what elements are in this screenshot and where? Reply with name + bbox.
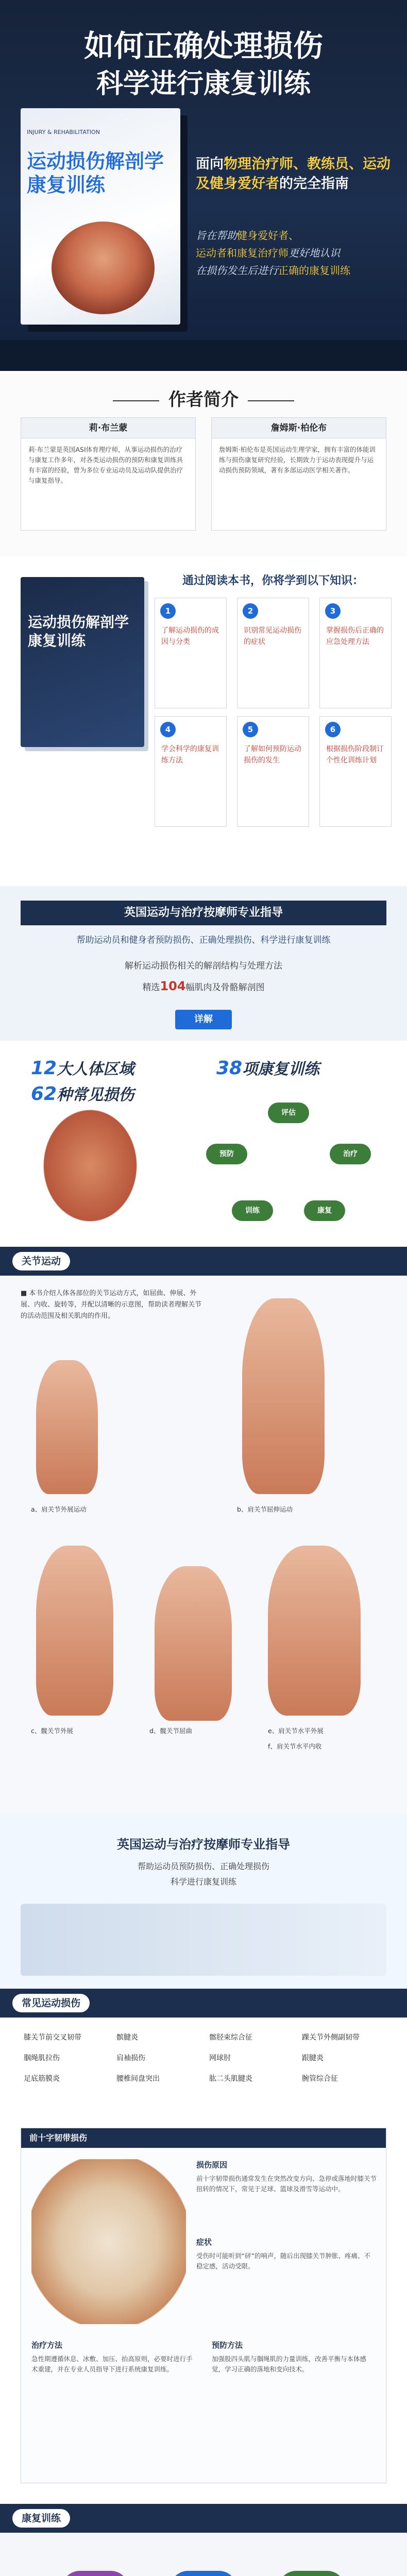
injury-detail-panel	[21, 2128, 386, 2483]
injuries-heading-bar	[0, 1989, 407, 2018]
feature-book-title: 运动损伤解剖学 康复训练	[28, 614, 129, 649]
feature-text: 了解如何预防运动损伤的发生	[244, 745, 301, 765]
cycle-node: 治疗	[330, 1144, 371, 1164]
athletes-line1: 帮助运动员预防损伤、正确处理损伤	[137, 1861, 269, 1871]
rehab-heading-bar	[0, 2504, 407, 2533]
injury-item: 腕管综合征	[302, 2075, 338, 2083]
feature-item	[237, 716, 309, 827]
movement-figure	[155, 1566, 232, 1721]
cycle-node: 评估	[268, 1103, 309, 1123]
point1-text: 旨在帮助	[196, 229, 237, 242]
author-card-left	[21, 417, 196, 531]
movement-caption: c、髋关节外展	[31, 1727, 73, 1735]
injury-treat-heading: 治疗方法	[31, 2341, 63, 2350]
pitch-plain: 面向	[196, 156, 224, 172]
rehab-heading: 康复训练	[12, 2509, 70, 2528]
rehab-tag	[278, 2571, 345, 2576]
movement-caption: e、肩关节水平外展	[268, 1727, 324, 1735]
author-left-name: 莉·布兰蒙	[21, 418, 195, 438]
book-en-title: INJURY & REHABILITATION	[27, 129, 100, 135]
feature-book-cover	[21, 577, 144, 747]
feature-number: 4	[160, 722, 176, 737]
feature-text: 识别常见运动损伤的症状	[244, 626, 301, 646]
pitch-tail: 的完全指南	[279, 176, 349, 192]
athletes-banner	[0, 1814, 407, 1989]
author-section	[0, 371, 407, 556]
athletes-line2: 科学进行康复训练	[170, 1877, 236, 1887]
features-intro: 通过阅读本书，你将学到以下知识：	[182, 574, 364, 587]
movement-caption: f、肩关节水平内收	[268, 1742, 322, 1750]
uk-line2: 精选104幅肌肉及骨骼解剖图	[142, 979, 265, 993]
uk-title: 英国运动与治疗按摩师专业指导	[21, 901, 386, 925]
anatomy-figure-icon	[52, 222, 155, 314]
injury-item: 网球肘	[209, 2054, 231, 2062]
common-injuries-section	[0, 1989, 407, 2504]
hero-title-line2: 科学进行康复训练	[96, 69, 311, 99]
detail-button[interactable]: 详解	[175, 1010, 232, 1029]
feature-number: 6	[325, 722, 341, 737]
injury-panel-title: 前十字韧带损伤	[21, 2128, 386, 2148]
feature-text: 掌握损伤后正确的应急处理方法	[326, 626, 384, 646]
movement-figure	[242, 1298, 325, 1494]
point3-hl: 正确的康复训练	[278, 264, 350, 277]
hero-points	[196, 227, 397, 279]
feature-item	[237, 598, 309, 708]
stat-injuries: 62种常见损伤	[31, 1083, 134, 1105]
injury-item: 跟腱炎	[302, 2054, 324, 2062]
uk-subtitle: 帮助运动员和健身者预防损伤、正确处理损伤、科学进行康复训练	[76, 935, 331, 945]
joint-movement-section	[0, 1247, 407, 1814]
author-heading: 作者简介	[0, 385, 407, 411]
body-figure-icon	[31, 1108, 149, 1236]
feature-text: 学会科学的康复训练方法	[161, 745, 219, 765]
cycle-node: 预防	[206, 1144, 247, 1164]
rehab-tags	[41, 2561, 366, 2576]
movement-caption: b、肩关节屈伸运动	[237, 1505, 293, 1513]
point2-hl: 运动者和康复治疗师	[196, 247, 289, 259]
injuries-heading: 常见运动损伤	[12, 1994, 90, 2012]
hero-banner	[0, 0, 407, 371]
cycle-node: 康复	[304, 1200, 345, 1221]
stat-rehab: 38项康复训练	[216, 1058, 320, 1079]
feature-text: 了解运动损伤的成因与分类	[161, 626, 219, 646]
author-right-bio: 詹姆斯·柏伦布是英国运动生理学家，拥有丰富的体能训练与损伤康复研究经验，长期致力于运动表现提升与运动损伤预防领域，著有多部运动医学相关著作。	[219, 446, 376, 474]
feature-number: 1	[160, 603, 176, 619]
movement-figure	[36, 1546, 113, 1716]
rehab-tag	[62, 2571, 129, 2576]
hero-pitch	[196, 155, 397, 194]
feature-number: 3	[325, 603, 341, 619]
feature-number: 5	[243, 722, 258, 737]
author-left-bio: 莉·布兰蒙是英国ASI体育理疗师，从事运动损伤的治疗与康复工作多年，对各类运动损伤的预防和康复训练具有丰富的经验，曾为多位专业运动员及运动队提供治疗与康复指导。	[28, 446, 183, 484]
feature-number: 2	[243, 603, 258, 619]
pitch-highlight: 物理治疗师、教练员、运动及健身爱好者	[196, 156, 391, 192]
movement-figure	[268, 1546, 361, 1716]
movement-caption: d、髋关节屈曲	[149, 1727, 192, 1735]
hero-bottom-band	[0, 340, 407, 371]
movement-figure	[36, 1360, 98, 1494]
book-cover	[21, 108, 180, 325]
athletes-title: 英国运动与治疗按摩师专业指导	[117, 1837, 290, 1852]
feature-item	[155, 716, 227, 827]
stat-parts: 12大人体区域	[31, 1058, 134, 1079]
rehab-cycle-diagram	[196, 1082, 381, 1236]
injury-item: 腘绳肌拉伤	[24, 2054, 60, 2062]
injury-symptom-heading: 症状	[196, 2238, 212, 2247]
injury-item: 肱二头肌腱炎	[209, 2075, 252, 2083]
athletes-photo	[21, 1904, 386, 1976]
movement-heading: 关节运动	[12, 1252, 70, 1270]
hero-title-line1: 如何正确处理损伤	[83, 28, 323, 63]
author-card-right	[211, 417, 386, 531]
rehab-tag	[170, 2571, 237, 2576]
injury-prevent-heading: 预防方法	[212, 2341, 243, 2350]
features-section	[0, 556, 407, 886]
injury-cause-heading: 损伤原因	[196, 2160, 228, 2170]
movement-heading-bar	[0, 1247, 407, 1276]
cycle-node: 训练	[232, 1200, 273, 1221]
injury-item: 髌腱炎	[116, 2033, 138, 2042]
injury-cause-text: 前十字韧带损伤通常发生在突然改变方向、急停或落地时膝关节扭转的情况下，常见于足球、篮球及滑雪等运动中。	[196, 2175, 377, 2193]
injury-item: 踝关节外侧副韧带	[302, 2033, 360, 2042]
feature-item	[319, 716, 392, 827]
feature-item	[155, 598, 227, 708]
book-cn-title: 运动损伤解剖学 康复训练	[27, 150, 164, 196]
uk-line1: 解析运动损伤相关的解剖结构与处理方法	[125, 961, 282, 971]
uk-guidance-band	[0, 886, 407, 1041]
feature-item	[319, 598, 392, 708]
injury-item: 足底筋膜炎	[24, 2075, 60, 2083]
injury-treat-text: 急性期遵循休息、冰敷、加压、抬高原则，必要时进行手术重建，并在专业人员指导下进行系统康复训练。	[31, 2355, 193, 2373]
injury-item: 腰椎间盘突出	[116, 2075, 160, 2083]
point1-hl: 健身爱好者、	[237, 229, 299, 242]
author-right-name: 詹姆斯·柏伦布	[212, 418, 386, 438]
injury-item: 髂胫束综合征	[209, 2033, 252, 2042]
feature-text: 根据损伤阶段制订个性化训练计划	[326, 745, 384, 765]
injury-item: 膝关节前交叉韧带	[24, 2033, 81, 2042]
knee-anatomy-icon	[31, 2159, 186, 2324]
movement-caption: a、肩关节外展运动	[31, 1505, 87, 1513]
point2-text: 更好地认识	[289, 247, 340, 259]
point3-text: 在损伤发生后进行	[196, 264, 278, 277]
movement-description: ■ 本书介绍人体各部位的关节运动方式，如屈曲、伸展、外展、内收、旋转等，并配以清晰的示意图，帮助读者理解关节的活动范围及相关肌肉的作用。	[21, 1290, 202, 1320]
rehab-section	[0, 2504, 407, 2576]
injury-symptom-text: 受伤时可能听到“砰”的响声，随后出现膝关节肿胀、疼痛、不稳定感，活动受限。	[196, 2252, 370, 2270]
injury-prevent-text: 加强股四头肌与腘绳肌的力量训练，改善平衡与本体感觉，学习正确的落地和变向技术。	[212, 2355, 367, 2373]
stats-section	[0, 1041, 407, 1247]
injury-item: 肩袖损伤	[116, 2054, 145, 2062]
